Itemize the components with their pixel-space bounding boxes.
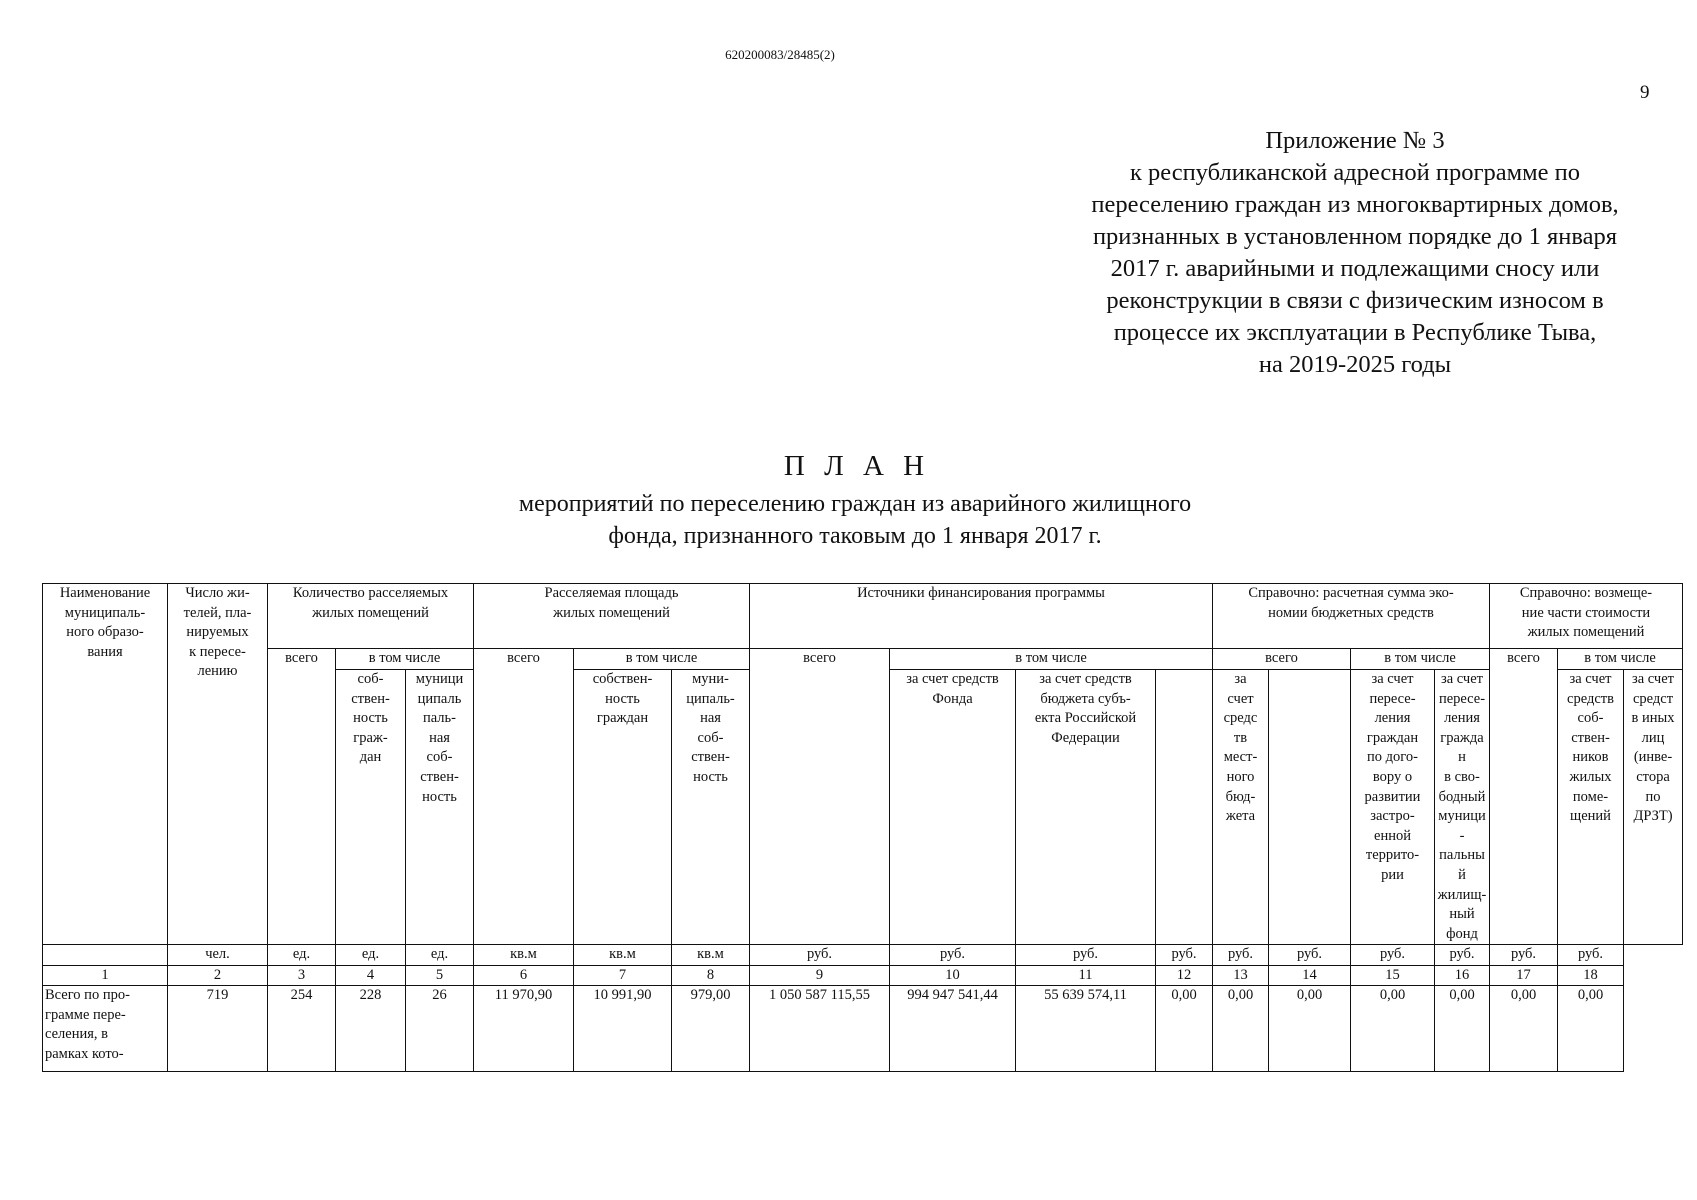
unit-cell: ед.: [406, 945, 474, 966]
appendix-line: реконструкции в связи с физическим износом в: [1106, 287, 1604, 314]
col-header-savings-including: в том числе: [1351, 649, 1490, 670]
column-number: 13: [1213, 965, 1269, 985]
col-header-financing-fund: за счет средств Фонда: [890, 670, 1016, 945]
page-number: 9: [1640, 82, 1650, 103]
appendix-line: Приложение № 3: [1265, 127, 1445, 154]
column-number: 11: [1016, 965, 1156, 985]
column-number: 4: [336, 965, 406, 985]
appendix-line: переселению граждан из многоквартирных домов,: [1091, 191, 1619, 218]
col-header-financing: Источники финансирования программы: [750, 584, 1213, 649]
table-row: [43, 985, 1683, 1071]
table-cell: 719: [168, 985, 268, 1071]
unit-cell: руб.: [1490, 945, 1558, 966]
units-row: [43, 945, 1683, 966]
plan-subtitle-line: мероприятий по переселению граждан из аварийного жилищного: [518, 491, 1192, 517]
col-header-area-including: в том числе: [574, 649, 750, 670]
col-header-reimbursement-other: за счет средст в иных лиц (инве- стора по ДРЗТ): [1624, 670, 1683, 945]
col-header-reimbursement-including: в том числе: [1558, 649, 1683, 670]
table-cell: 0,00: [1213, 985, 1269, 1071]
table-cell: 0,00: [1156, 985, 1213, 1071]
table-cell: 26: [406, 985, 474, 1071]
table-cell: 11 970,90: [474, 985, 574, 1071]
table-cell: 994 947 541,44: [890, 985, 1016, 1071]
appendix-line: признанных в установленном порядке до 1 января: [1092, 223, 1618, 250]
unit-cell: руб.: [1351, 945, 1435, 966]
unit-cell: [43, 945, 168, 966]
column-number: 12: [1156, 965, 1213, 985]
unit-cell: ед.: [336, 945, 406, 966]
unit-cell: кв.м: [474, 945, 574, 966]
appendix-line: к республиканской адресной программе по: [1129, 159, 1581, 186]
unit-cell: руб.: [1269, 945, 1351, 966]
table-cell: 979,00: [672, 985, 750, 1071]
col-header-area: Расселяемая площадь жилых помещений: [474, 584, 750, 649]
table-cell: 0,00: [1435, 985, 1490, 1071]
col-header-premises-total: всего: [268, 649, 336, 945]
col-header-reimbursement-owners: за счет средств соб- ствен- ников жилых поме- щений: [1558, 670, 1624, 945]
col-header-financing-total: всего: [750, 649, 890, 945]
unit-cell: кв.м: [574, 945, 672, 966]
col-header-area-total: всего: [474, 649, 574, 945]
column-number: 7: [574, 965, 672, 985]
col-header-reimbursement-total: всего: [1490, 649, 1558, 945]
col-header-savings-total: всего: [1213, 649, 1351, 670]
column-number: 3: [268, 965, 336, 985]
column-number: 10: [890, 965, 1016, 985]
table-cell: 0,00: [1490, 985, 1558, 1071]
row-name: Всего по про- грамме пере- селения, в рамках кото-: [43, 985, 168, 1071]
table-cell: 228: [336, 985, 406, 1071]
unit-cell: руб.: [1213, 945, 1269, 966]
resettlement-plan-table: [42, 583, 1683, 1072]
col-header-premises-municipal: муници ципаль паль- ная соб- ствен- ность: [406, 670, 474, 945]
column-number: 2: [168, 965, 268, 985]
appendix-line: на 2019-2025 годы: [1258, 351, 1452, 378]
table-cell: 0,00: [1351, 985, 1435, 1071]
col-header-financing-including: в том числе: [890, 649, 1213, 670]
col-header-premises-owned: соб- ствен- ность граж- дан: [336, 670, 406, 945]
table-cell: 254: [268, 985, 336, 1071]
unit-cell: кв.м: [672, 945, 750, 966]
column-number-row: [43, 965, 1683, 985]
unit-cell: руб.: [1558, 945, 1624, 966]
col-header-savings-development: за счет пересе- ления граждан по дого- вору о развитии застро- енной террито- рии: [1351, 670, 1435, 945]
col-header-financing-subject: за счет средств бюджета субъ- екта Российской Федерации: [1016, 670, 1156, 945]
column-number: 15: [1351, 965, 1435, 985]
unit-cell: руб.: [1156, 945, 1213, 966]
appendix-line: процессе их эксплуатации в Республике Тыва,: [1113, 319, 1597, 346]
plan-subtitle-line: фонда, признанного таковым до 1 января 2017 г.: [608, 523, 1102, 549]
unit-cell: руб.: [1016, 945, 1156, 966]
col-header-financing-unlabeled: [1156, 670, 1213, 945]
col-header-residents: Число жи- телей, пла- нируемых к пересе- лению: [168, 584, 268, 945]
table-cell: 10 991,90: [574, 985, 672, 1071]
col-header-area-municipal: муни- ципаль- ная соб- ствен- ность: [672, 670, 750, 945]
unit-cell: руб.: [890, 945, 1016, 966]
column-number: 14: [1269, 965, 1351, 985]
appendix-line: 2017 г. аварийными и подлежащими сносу или: [1110, 255, 1600, 282]
column-number: 8: [672, 965, 750, 985]
column-number: 1: [43, 965, 168, 985]
document-id: 620200083/28485(2): [725, 47, 835, 62]
column-number: 17: [1490, 965, 1558, 985]
table-cell: 0,00: [1558, 985, 1624, 1071]
column-number: 5: [406, 965, 474, 985]
col-header-savings-blank: [1269, 670, 1351, 945]
unit-cell: руб.: [750, 945, 890, 966]
column-number: 18: [1558, 965, 1624, 985]
column-number: 6: [474, 965, 574, 985]
col-header-premises-count: Количество расселяемых жилых помещений: [268, 584, 474, 649]
col-header-savings: Справочно: расчетная сумма эко- номии бюджетных средств: [1213, 584, 1490, 649]
col-header-municipality: Наименование муниципаль- ного образо- вания: [43, 584, 168, 945]
column-number: 9: [750, 965, 890, 985]
appendix-header: [1035, 125, 1675, 381]
col-header-savings-free-fund: за счет пересе- ления граждан в сво- бодный муници- пальный жилищ- ный фонд: [1435, 670, 1490, 945]
unit-cell: чел.: [168, 945, 268, 966]
table-cell: 55 639 574,11: [1016, 985, 1156, 1071]
unit-cell: ед.: [268, 945, 336, 966]
table-cell: 1 050 587 115,55: [750, 985, 890, 1071]
plan-subtitle: [350, 488, 1360, 552]
col-header-premises-including: в том числе: [336, 649, 474, 670]
column-number: 16: [1435, 965, 1490, 985]
table-cell: 0,00: [1269, 985, 1351, 1071]
plan-title: П Л А Н: [783, 450, 931, 482]
col-header-area-owned: собствен- ность граждан: [574, 670, 672, 945]
unit-cell: руб.: [1435, 945, 1490, 966]
col-header-savings-local: за счет средс тв мест- ного бюд- жета: [1213, 670, 1269, 945]
col-header-reimbursement: Справочно: возмеще- ние части стоимости жилых помещений: [1490, 584, 1683, 649]
